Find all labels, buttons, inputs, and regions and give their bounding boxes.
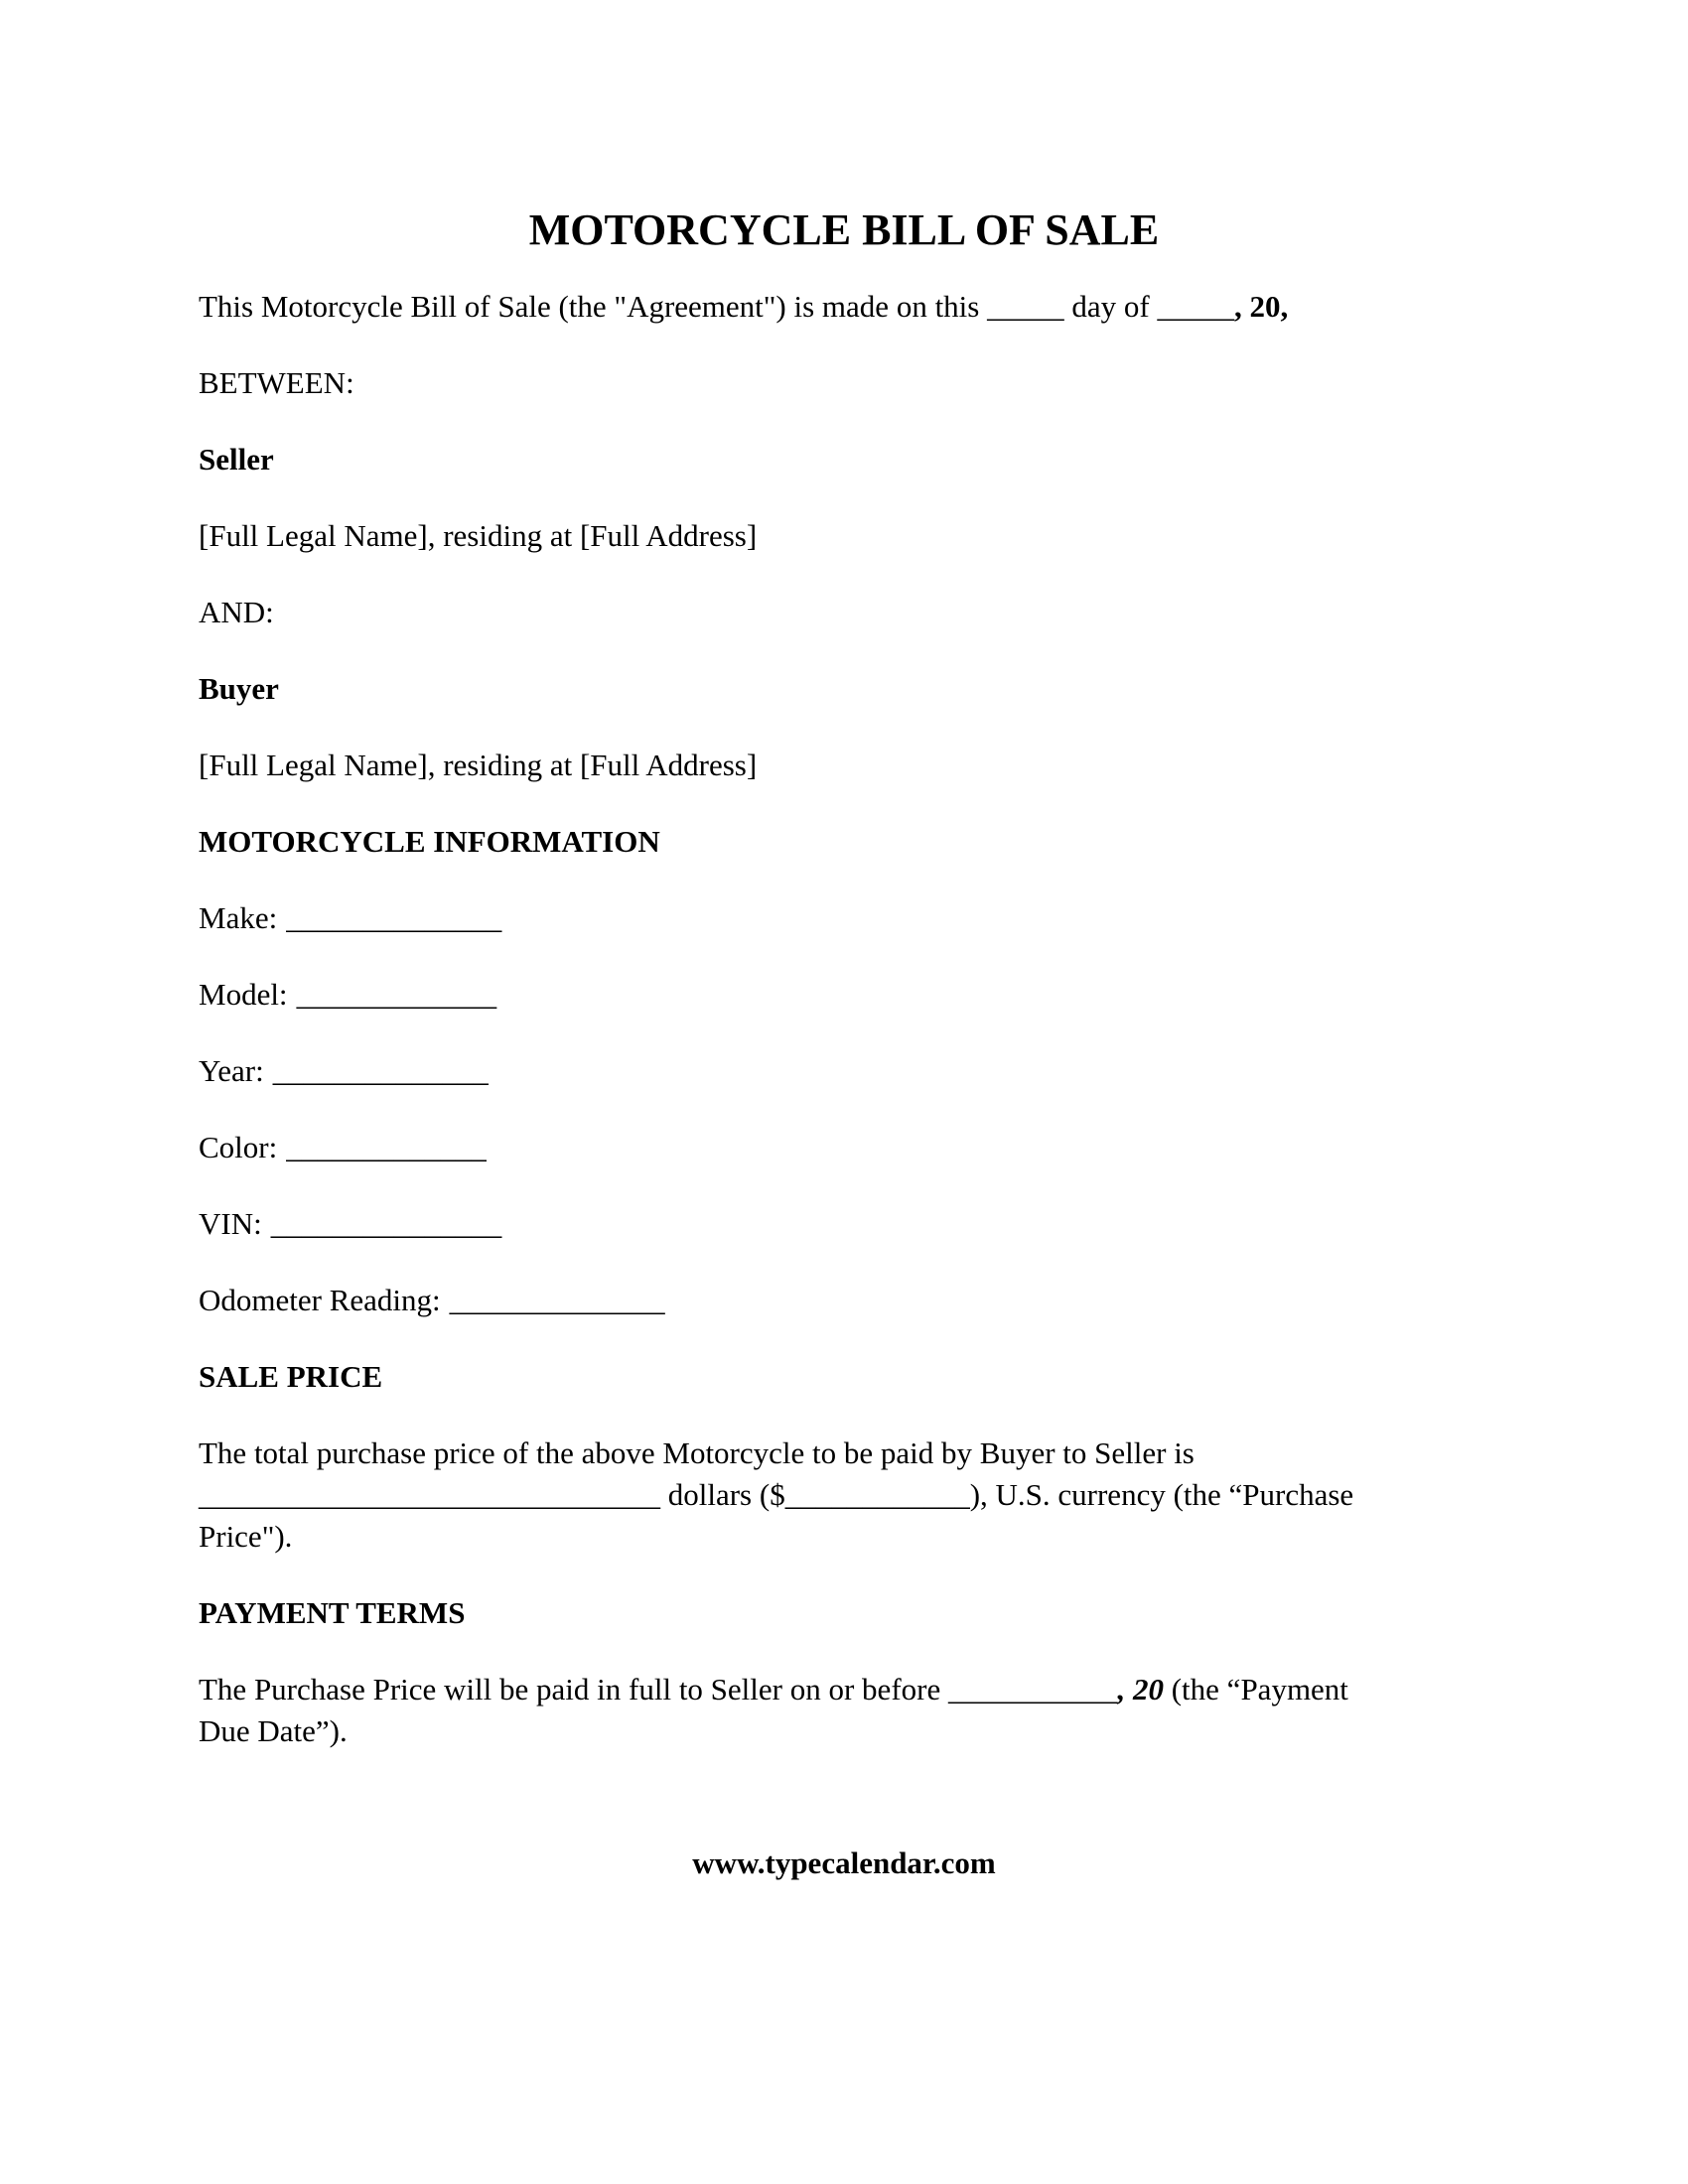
sale-price-line2-mid: dollars ($ [660,1477,785,1512]
color-blank-field: _____________ [286,1130,487,1164]
payment-terms-paragraph [199,1669,1489,1752]
year-blank-field: ______________ [272,1053,489,1088]
payment-terms-line2: Due Date”). [199,1713,348,1748]
sale-price-line3: Price"). [199,1519,293,1554]
intro-paragraph [199,286,1489,328]
amount-words-blank-field: ______________________________ [199,1477,660,1512]
field-make [199,897,1489,939]
payment-terms-year-bold-italic: , 20 [1117,1672,1164,1706]
intro-text-pre: This Motorcycle Bill of Sale (the "Agreement") is made on this [199,289,988,324]
buyer-details: [Full Legal Name], residing at [Full Address] [199,748,758,782]
payment-date-blank-field: ___________ [947,1672,1118,1706]
and-label: AND: [199,595,274,629]
sale-price-heading: SALE PRICE [199,1359,383,1394]
payment-terms-line1-end: (the “Payment [1163,1672,1348,1706]
model-blank-field: _____________ [296,977,497,1012]
field-odometer [199,1280,1489,1321]
intro-text-mid: day of [1063,289,1158,324]
seller-heading: Seller [199,442,274,477]
payment-terms-line1-pre: The Purchase Price will be paid in full to Seller on or before [199,1672,948,1706]
buyer-heading: Buyer [199,671,279,706]
footer-website-url: www.typecalendar.com [692,1845,996,1880]
field-make-label: Make: [199,900,278,935]
field-vin [199,1203,1489,1245]
field-year-label: Year: [199,1053,264,1088]
field-odometer-label: Odometer Reading: [199,1283,441,1317]
payment-terms-line1 [199,1669,1489,1710]
sale-price-line1: The total purchase price of the above Motorcycle to be paid by Buyer to Seller is [199,1435,1195,1470]
odometer-blank-field: ______________ [449,1283,665,1317]
motorcycle-information-heading: MOTORCYCLE INFORMATION [199,824,660,859]
between-label: BETWEEN: [199,365,354,400]
intro-year-bold: , 20, [1233,289,1289,324]
field-vin-label: VIN: [199,1206,262,1241]
vin-blank-field: _______________ [270,1206,502,1241]
field-color-label: Color: [199,1130,278,1164]
sale-price-line2-end: ), U.S. currency (the “Purchase [969,1477,1354,1512]
day-blank-field: _____ [987,289,1064,324]
seller-details: [Full Legal Name], residing at [Full Address] [199,518,758,553]
amount-figures-blank-field: ____________ [784,1477,970,1512]
field-year [199,1050,1489,1092]
document-title: MOTORCYCLE BILL OF SALE [528,205,1160,254]
make-blank-field: ______________ [286,900,502,935]
sale-price-line2 [199,1474,1489,1516]
month-blank-field: _____ [1157,289,1234,324]
field-model-label: Model: [199,977,288,1012]
field-model [199,974,1489,1016]
field-color [199,1127,1489,1168]
sale-price-paragraph [199,1433,1489,1558]
payment-terms-heading: PAYMENT TERMS [199,1595,466,1630]
